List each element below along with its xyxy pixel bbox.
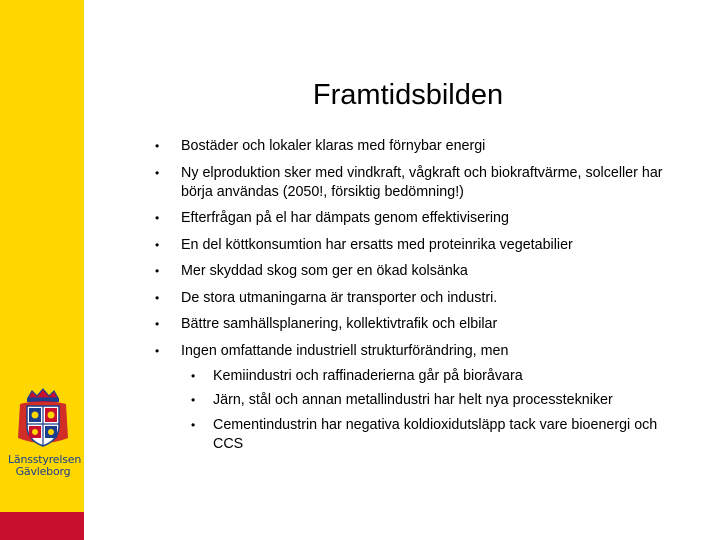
- bullet-item: • En del köttkonsumtion har ersatts med proteinrika vegetabilier: [148, 236, 688, 255]
- bullet-item-with-subitems: [148, 342, 688, 454]
- logo-line-1: Länsstyrelsen: [8, 453, 82, 466]
- coat-of-arms-icon: [14, 388, 72, 452]
- sidebar-red-strip: [0, 512, 84, 540]
- slide-title: Framtidsbilden: [312, 79, 504, 111]
- bullet-item: • De stora utmaningarna är transporter och industri.: [148, 289, 688, 308]
- bullet-item: • Ny elproduktion sker med vindkraft, vågkraft och biokraftvärme, solceller har börja användas (2050!, försiktig bedömning!): [148, 164, 688, 202]
- logo-text: [8, 453, 82, 478]
- sub-bullet-item: • Järn, stål och annan metallindustri har helt nya processtekniker: [181, 391, 688, 410]
- bullet-list: [148, 137, 688, 461]
- bullet-item: • Efterfrågan på el har dämpats genom effektivisering: [148, 209, 688, 228]
- bullet-item-text: Ingen omfattande industriell strukturförändring, men: [181, 342, 509, 359]
- sub-bullet-list: [181, 367, 688, 454]
- bullet-item: • Bättre samhällsplanering, kollektivtrafik och elbilar: [148, 315, 688, 334]
- sub-bullet-item: • Kemiindustri och raffinaderierna går på bioråvara: [181, 367, 688, 386]
- logo-line-2: Gävleborg: [15, 465, 71, 478]
- bullet-item: • Mer skyddad skog som ger en ökad kolsänka: [148, 262, 688, 281]
- bullet-item: • Bostäder och lokaler klaras med förnybar energi: [148, 137, 688, 156]
- sub-bullet-item: • Cementindustrin har negativa koldioxidutsläpp tack vare bioenergi och CCS: [181, 416, 688, 454]
